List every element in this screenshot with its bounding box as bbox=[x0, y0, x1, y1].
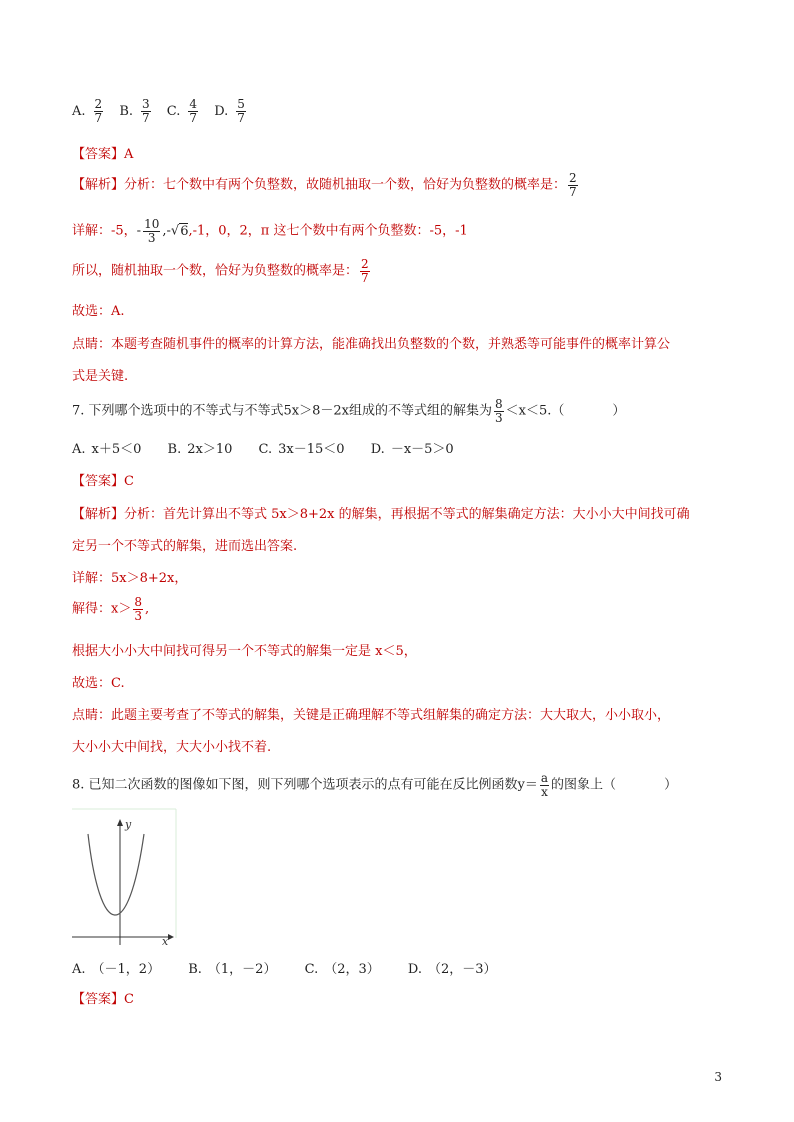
q7-option-b: B. 2x＞10 bbox=[167, 442, 233, 457]
sqrt-6: 6 bbox=[180, 223, 189, 239]
parabola-graph bbox=[70, 808, 178, 946]
q8-option-b: B. （1，－2） bbox=[188, 962, 277, 977]
q7-comment-2: 大小小大中间找，大大小小找不着. bbox=[72, 740, 272, 755]
q6-option-a: A. $\frac{2}{7}$ bbox=[72, 97, 103, 125]
q6-answer: 【答案】A bbox=[72, 147, 134, 162]
q8-options bbox=[72, 961, 507, 979]
q7-stem: 7. 下列哪个选项中的不等式与不等式5x＞8－2x组成的不等式组的解集为 $\frac{8}{3}$ ＜x＜5.（ ） bbox=[72, 397, 626, 425]
q6-options bbox=[72, 98, 258, 124]
q6-choose: 故选：A. bbox=[72, 304, 125, 319]
x-axis-arrow-icon bbox=[168, 934, 174, 940]
q7-detail: 详解：5x＞8+2x， bbox=[72, 571, 188, 586]
q6-comment-2: 式是关键. bbox=[72, 369, 129, 384]
q6-comment-1: 点睛：本题考查随机事件的概率的计算方法，能准确找出负整数的个数，并熟悉等可能事件的概率计算公 bbox=[72, 337, 671, 352]
q7-comment-1: 点睛：此题主要考查了不等式的解集，关键是正确理解不等式组解集的确定方法：大大取大，小小取小， bbox=[72, 708, 671, 723]
q7-analysis-1: 【解析】分析：首先计算出不等式 5x＞8+2x 的解集，再根据不等式的解集确定方法：大小小大中间找可确 bbox=[72, 507, 690, 522]
q7-basis: 根据大小小大中间找可得另一个不等式的解集一定是 x＜5， bbox=[72, 644, 417, 659]
q8-answer: 【答案】C bbox=[72, 992, 134, 1007]
q7-option-d: D. －x－5＞0 bbox=[370, 442, 454, 457]
q7-options bbox=[72, 441, 464, 459]
q7-analysis-2: 定另一个不等式的解集，进而选出答案. bbox=[72, 539, 298, 554]
q6-option-c: C. $\frac{4}{7}$ bbox=[166, 97, 198, 125]
q6-so: 所以，随机抽取一个数，恰好为负整数的概率是： $\frac{2}{7}$ bbox=[72, 257, 369, 285]
q7-choose: 故选：C. bbox=[72, 676, 125, 691]
q7-option-c: C. 3x－15＜0 bbox=[258, 442, 345, 457]
q8-stem: 8. 已知二次函数的图像如下图，则下列哪个选项表示的点有可能在反比例函数y＝ $\frac{a}{x}$ 的图象上（ ） bbox=[72, 771, 678, 799]
parabola-curve bbox=[88, 834, 144, 915]
page-number: 3 bbox=[714, 1070, 722, 1084]
q6-option-d: D. $\frac{5}{7}$ bbox=[214, 97, 245, 125]
q7-solve: 解得：x＞ $\frac{8}{3}$ , bbox=[72, 595, 150, 623]
q6-detail: 详解：-5，- $\frac{10}{3}$ ,-√6,-1，0，2，π 这七个数中有两个负整数：-5，-1 bbox=[72, 217, 468, 245]
x-label: x bbox=[162, 935, 169, 946]
q7-option-a: A. x＋5＜0 bbox=[72, 442, 142, 457]
y-label: y bbox=[125, 818, 132, 831]
q8-option-d: D. （2，－3） bbox=[407, 962, 497, 977]
q8-option-c: C. （2，3） bbox=[304, 962, 380, 977]
q6-analysis: 【解析】分析：七个数中有两个负整数，故随机抽取一个数，恰好为负整数的概率是： $\frac{2}{7}$ bbox=[72, 171, 577, 199]
y-axis-arrow-icon bbox=[117, 819, 123, 826]
q8-option-a: A. （－1，2） bbox=[72, 962, 161, 977]
q7-answer: 【答案】C bbox=[72, 474, 134, 489]
q6-option-b: B. $\frac{3}{7}$ bbox=[119, 97, 150, 125]
